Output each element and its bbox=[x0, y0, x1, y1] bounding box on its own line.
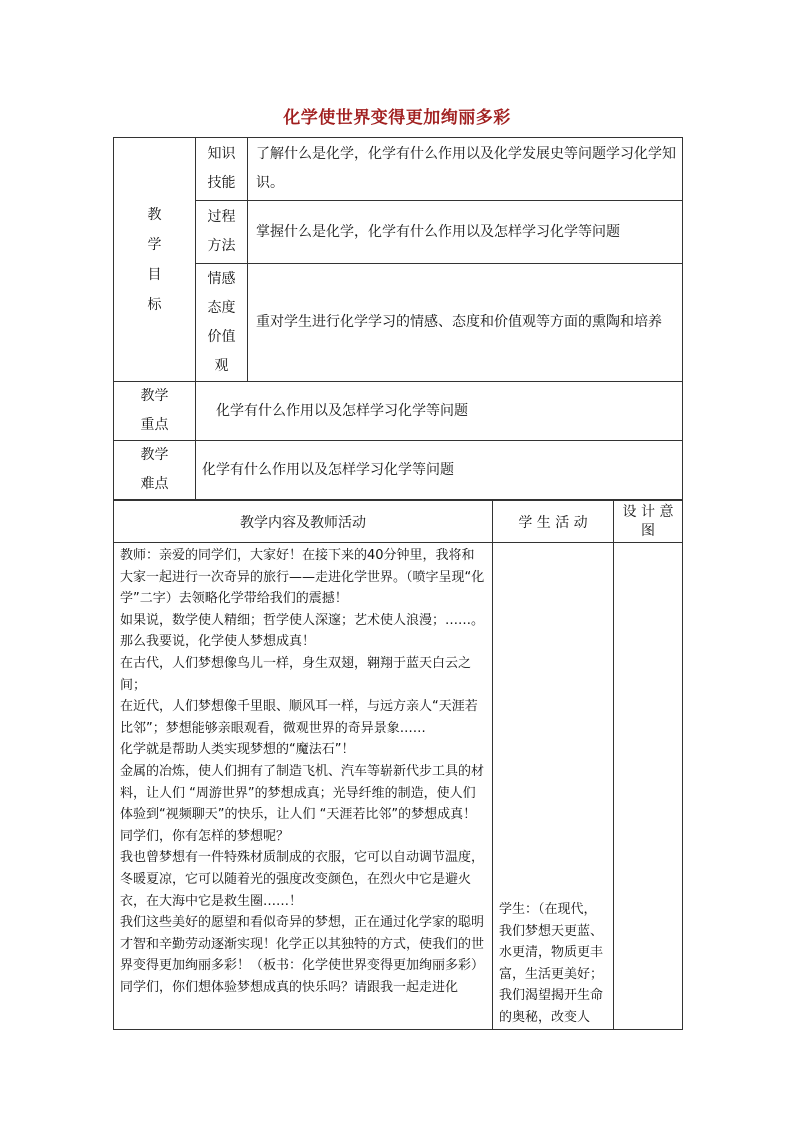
process-method-label bbox=[196, 201, 248, 264]
teacher-paragraph: 同学们，你们想体验梦想成真的快乐吗？请跟我一起走进化 bbox=[120, 979, 459, 995]
knowledge-skill-label bbox=[196, 138, 248, 201]
goal-label-char: 目 bbox=[147, 266, 162, 283]
teacher-paragraph: 我也曾梦想有一件特殊材质制成的衣服，它可以自动调节温度，冬暖夏凉，它可以随着光的强度改变颜色，在烈火中它是避火衣，在大海中它是救生圈……！ bbox=[120, 850, 485, 909]
label-line: 价值 bbox=[207, 328, 236, 345]
student-paragraph: 学生：（在现代，我们梦想天更蓝、水更清，物质更丰富，生活更美好；我们渴望揭开生命的奥秘，改变人 bbox=[499, 902, 604, 1025]
label-line: 观 bbox=[214, 357, 229, 374]
goal-label-char: 教 bbox=[147, 206, 162, 223]
goal-label-char: 学 bbox=[147, 236, 162, 253]
teacher-paragraph: 化学就是帮助人类实现梦想的“魔法石”！ bbox=[120, 742, 355, 758]
header-design-intent: 设 计 意 图 bbox=[614, 501, 683, 543]
label-line: 过程 bbox=[207, 209, 236, 225]
teaching-process-table bbox=[113, 500, 683, 1030]
design-intent-cell bbox=[614, 543, 683, 1030]
difficulty-content: 化学有什么作用以及怎样学习化学等问题 bbox=[196, 441, 683, 500]
document-title: 化学使世界变得更加绚丽多彩 bbox=[283, 108, 511, 128]
student-activity-cell bbox=[493, 543, 614, 1030]
label-line: 难点 bbox=[140, 476, 169, 492]
difficulty-label bbox=[114, 441, 196, 500]
label-line: 教学 bbox=[140, 388, 169, 404]
teacher-activity-cell bbox=[114, 543, 493, 1030]
label-line: 态度 bbox=[207, 299, 236, 316]
objectives-table bbox=[113, 137, 683, 500]
teacher-paragraph: 金属的冶炼，使人们拥有了制造飞机、汽车等崭新代步工具的材料，让人们 “周游世界”的梦想成真；光导纤维的制造，使人们体验到“视频聊天”的快乐，让人们 “天涯若比邻”的梦想成真！ bbox=[120, 763, 485, 823]
teaching-goals-label bbox=[114, 138, 196, 382]
label-line: 知识 bbox=[207, 146, 236, 162]
teacher-paragraph: 同学们，你有怎样的梦想呢？ bbox=[120, 828, 290, 844]
process-method-content: 掌握什么是化学，化学有什么作用以及怎样学习化学等问题 bbox=[248, 201, 683, 264]
emotion-attitude-label bbox=[196, 264, 248, 382]
teacher-paragraph: 在近代，人们梦想像千里眼、顺风耳一样，与远方亲人“天涯若比邻”；梦想能够亲眼观看，微观世界的奇异景象…… bbox=[120, 699, 478, 736]
label-line: 教学 bbox=[140, 447, 169, 463]
teacher-paragraph: 教师：亲爱的同学们，大家好！在接下来的40分钟里，我将和大家一起进行一次奇异的旅行——走进化学世界。（喷字呈现“化学”二字）去领略化学带给我们的震撼！ bbox=[120, 548, 485, 607]
teacher-paragraph: 我们这些美好的愿望和看似奇异的梦想，正在通过化学家的聪明才智和辛勤劳动逐渐实现！化学正以其独特的方式，使我们的世界变得更加绚丽多彩！（板书：化学使世界变得更加绚丽多彩） bbox=[120, 915, 485, 974]
header-teacher-activity: 教学内容及教师活动 bbox=[114, 501, 493, 543]
label-line: 方法 bbox=[207, 238, 236, 254]
header-student-activity: 学 生 活 动 bbox=[493, 501, 614, 543]
teacher-paragraph: 在古代，人们梦想像鸟儿一样，身生双翅，翱翔于蓝天白云之间； bbox=[120, 655, 472, 693]
emotion-attitude-content: 重对学生进行化学学习的情感、态度和价值观等方面的熏陶和培养 bbox=[248, 264, 683, 382]
knowledge-skill-content: 了解什么是化学，化学有什么作用以及化学发展史等问题学习化学知识。 bbox=[248, 138, 683, 201]
teacher-paragraph: 如果说，数学使人精细；哲学使人深邃；艺术使人浪漫；……。那么我要说，化学使人梦想成真！ bbox=[120, 612, 485, 650]
label-line: 重点 bbox=[140, 417, 169, 433]
goal-label-char: 标 bbox=[147, 296, 162, 313]
label-line: 情感 bbox=[207, 270, 236, 287]
key-point-label bbox=[114, 382, 196, 441]
label-line: 技能 bbox=[207, 175, 236, 191]
key-point-content: 化学有什么作用以及怎样学习化学等问题 bbox=[196, 382, 683, 441]
